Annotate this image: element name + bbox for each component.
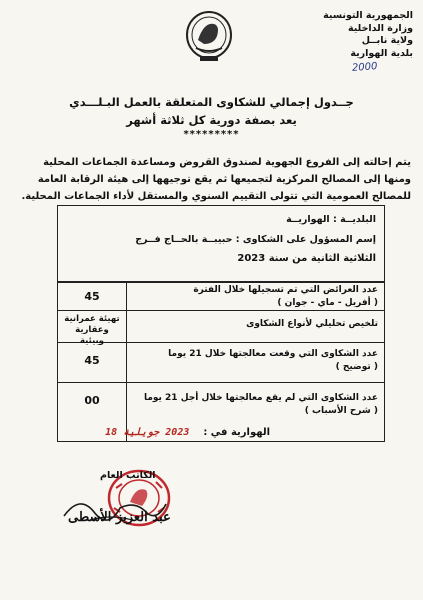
table-row-label — [133, 392, 378, 418]
period-field: الثلاثية الثانية من سنة 2023 — [237, 253, 376, 264]
complaints-table — [57, 282, 385, 442]
row-divider — [58, 310, 384, 311]
date-line — [40, 427, 270, 438]
intro-line: يتم إحالته إلى الفروع الجهوية لصندوق القروض ومساعدة الجماعات المحلية — [43, 157, 411, 168]
municipality-logo-icon — [184, 10, 234, 64]
title-separator: ********* — [183, 129, 240, 140]
intro-paragraph — [14, 154, 411, 205]
place-label: الهوارية في : — [203, 427, 270, 438]
table-row-value: 45 — [84, 290, 100, 303]
table-row-value: 45 — [84, 354, 100, 367]
row-label-line: عدد الشكاوى التي لم يقع معالجتها خلال أجل 21 يوما — [143, 393, 378, 403]
row-divider — [58, 382, 384, 383]
reference-number: 2000 — [351, 61, 378, 74]
row-label-line: ( شرح الأسباب ) — [304, 406, 378, 416]
table-row-value — [58, 314, 126, 347]
intro-line: ومنها إلى المصالح المركزية لتجميعها ثم يقع توجيهها إلى هيئة الرقابة العامة — [37, 174, 411, 185]
row-label-line: ( توضيح ) — [335, 362, 378, 372]
header-country: الجمهورية التونسية — [323, 10, 413, 21]
officer-field: إسم المسؤول على الشكاوى : حبيبــة بالحــاج فــرج — [135, 234, 376, 245]
table-row-value: 00 — [84, 394, 100, 407]
header-governorate: ولاية نابــل — [361, 35, 413, 46]
signatory-name: عبد العزيز الأسطى — [68, 510, 171, 525]
row-label-line: عدد العرائض التي تم تسجيلها خلال الفترة — [193, 285, 378, 295]
header-municipality: بلدية الهوارية — [350, 47, 413, 59]
table-row-label — [133, 284, 378, 310]
handwritten-date: 2023 جويلية 18 — [105, 427, 190, 438]
row-value-line: وبيئية — [79, 336, 105, 346]
issuer-header — [273, 10, 413, 60]
table-row-label: تلخيص تحليلي لأنواع الشكاوى — [246, 319, 378, 329]
info-box — [57, 205, 385, 282]
row-label-line: ( أفريل - ماي - جوان ) — [277, 298, 378, 308]
intro-line: للمصالح العمومية التي تتولى التقييم السنوي والمستقل لأداء الجماعات المحلية. — [21, 191, 411, 202]
document-title: جــدول إجمالي للشكاوى المتعلقة بالعمل البـلـــدي — [69, 95, 354, 109]
municipality-field: البلديــة : الهواريــة — [286, 214, 376, 225]
table-row-label — [133, 348, 378, 374]
document-subtitle: يعد بصفة دورية كل ثلاثة أشهر — [126, 113, 297, 127]
header-ministry: وزارة الداخلية — [348, 22, 413, 34]
row-value-line: تهيئة عمرانية وعقارية — [64, 314, 120, 335]
column-divider — [126, 282, 127, 441]
row-divider — [58, 282, 384, 283]
secretary-title: الكاتب العام — [100, 470, 156, 481]
row-label-line: عدد الشكاوى التي وقعت معالجتها خلال 21 يوما — [168, 349, 378, 359]
